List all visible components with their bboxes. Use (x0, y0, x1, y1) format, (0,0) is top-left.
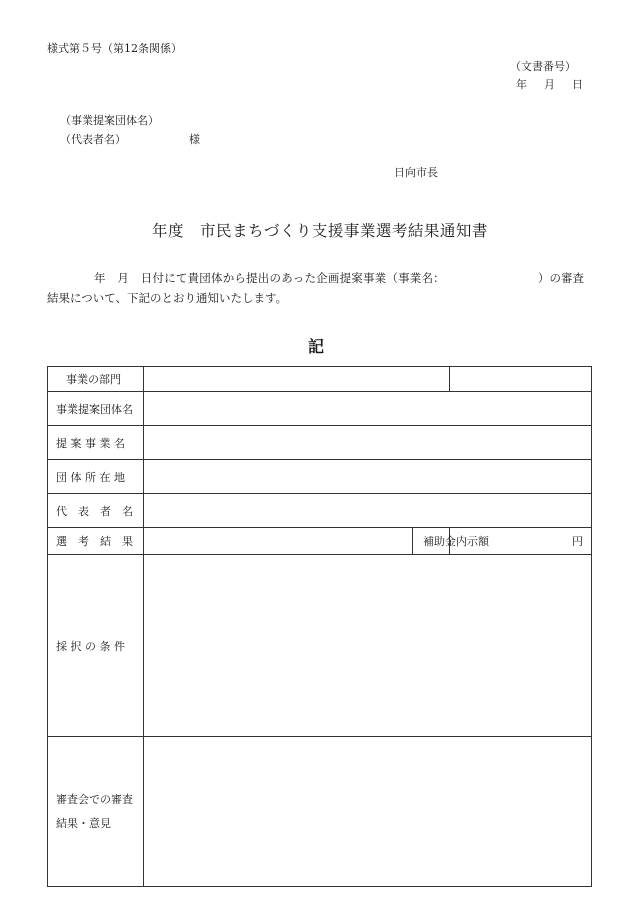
result-label: 選 考 結 果 (48, 528, 144, 555)
body-line-1-prefix: 年 月 日付にて貴団体から提出のあった企画提案事業（事業名： (94, 271, 445, 285)
conditions-value[interactable] (144, 555, 592, 737)
row-project-name (48, 426, 592, 460)
division-value-1[interactable] (144, 367, 450, 392)
recipient-rep-label: （代表者名） (60, 133, 126, 146)
sender-name: 日向市長 (394, 166, 438, 179)
notification-form-table (47, 366, 592, 887)
result-value[interactable] (144, 528, 413, 555)
ki-heading: 記 (308, 337, 325, 356)
body-line-1-suffix: ）の審査 (538, 271, 584, 285)
document-number: （文書番号） (510, 60, 576, 73)
committee-label-line-2: 結果・意見 (56, 816, 111, 830)
representative-value[interactable] (144, 494, 592, 528)
row-committee (48, 737, 592, 887)
committee-label-line-1: 審査会での審査 (56, 792, 133, 806)
division-value-2[interactable] (450, 367, 592, 392)
document-title: 年度 市民まちづくり支援事業選考結果通知書 (152, 222, 488, 240)
representative-label: 代 表 者 名 (48, 494, 144, 528)
address-label: 団 体 所 在 地 (48, 460, 144, 494)
project-name-value[interactable] (144, 426, 592, 460)
committee-label (48, 737, 144, 887)
row-division (48, 367, 592, 392)
row-conditions (48, 555, 592, 737)
recipient-honorific: 様 (189, 133, 200, 146)
row-result (48, 528, 592, 555)
row-representative (48, 494, 592, 528)
conditions-label: 採 択 の 条 件 (48, 555, 144, 737)
project-name-label: 提 案 事 業 名 (48, 426, 144, 460)
yen-unit: 円 (572, 535, 584, 548)
recipient-org-label: （事業提案団体名） (60, 114, 159, 127)
address-value[interactable] (144, 460, 592, 494)
body-line-2: 結果について、下記のとおり通知いたします。 (47, 291, 288, 305)
committee-value[interactable] (144, 737, 592, 887)
row-org-name (48, 392, 592, 426)
issue-date: 年 月 日 (516, 78, 586, 91)
row-address (48, 460, 592, 494)
division-label: 事業の部門 (48, 367, 144, 392)
form-number: 様式第５号（第12条関係） (47, 42, 182, 55)
org-name-label: 事業提案団体名 (48, 392, 144, 426)
org-name-value[interactable] (144, 392, 592, 426)
subsidy-label: 補助金内示額 (413, 528, 450, 555)
